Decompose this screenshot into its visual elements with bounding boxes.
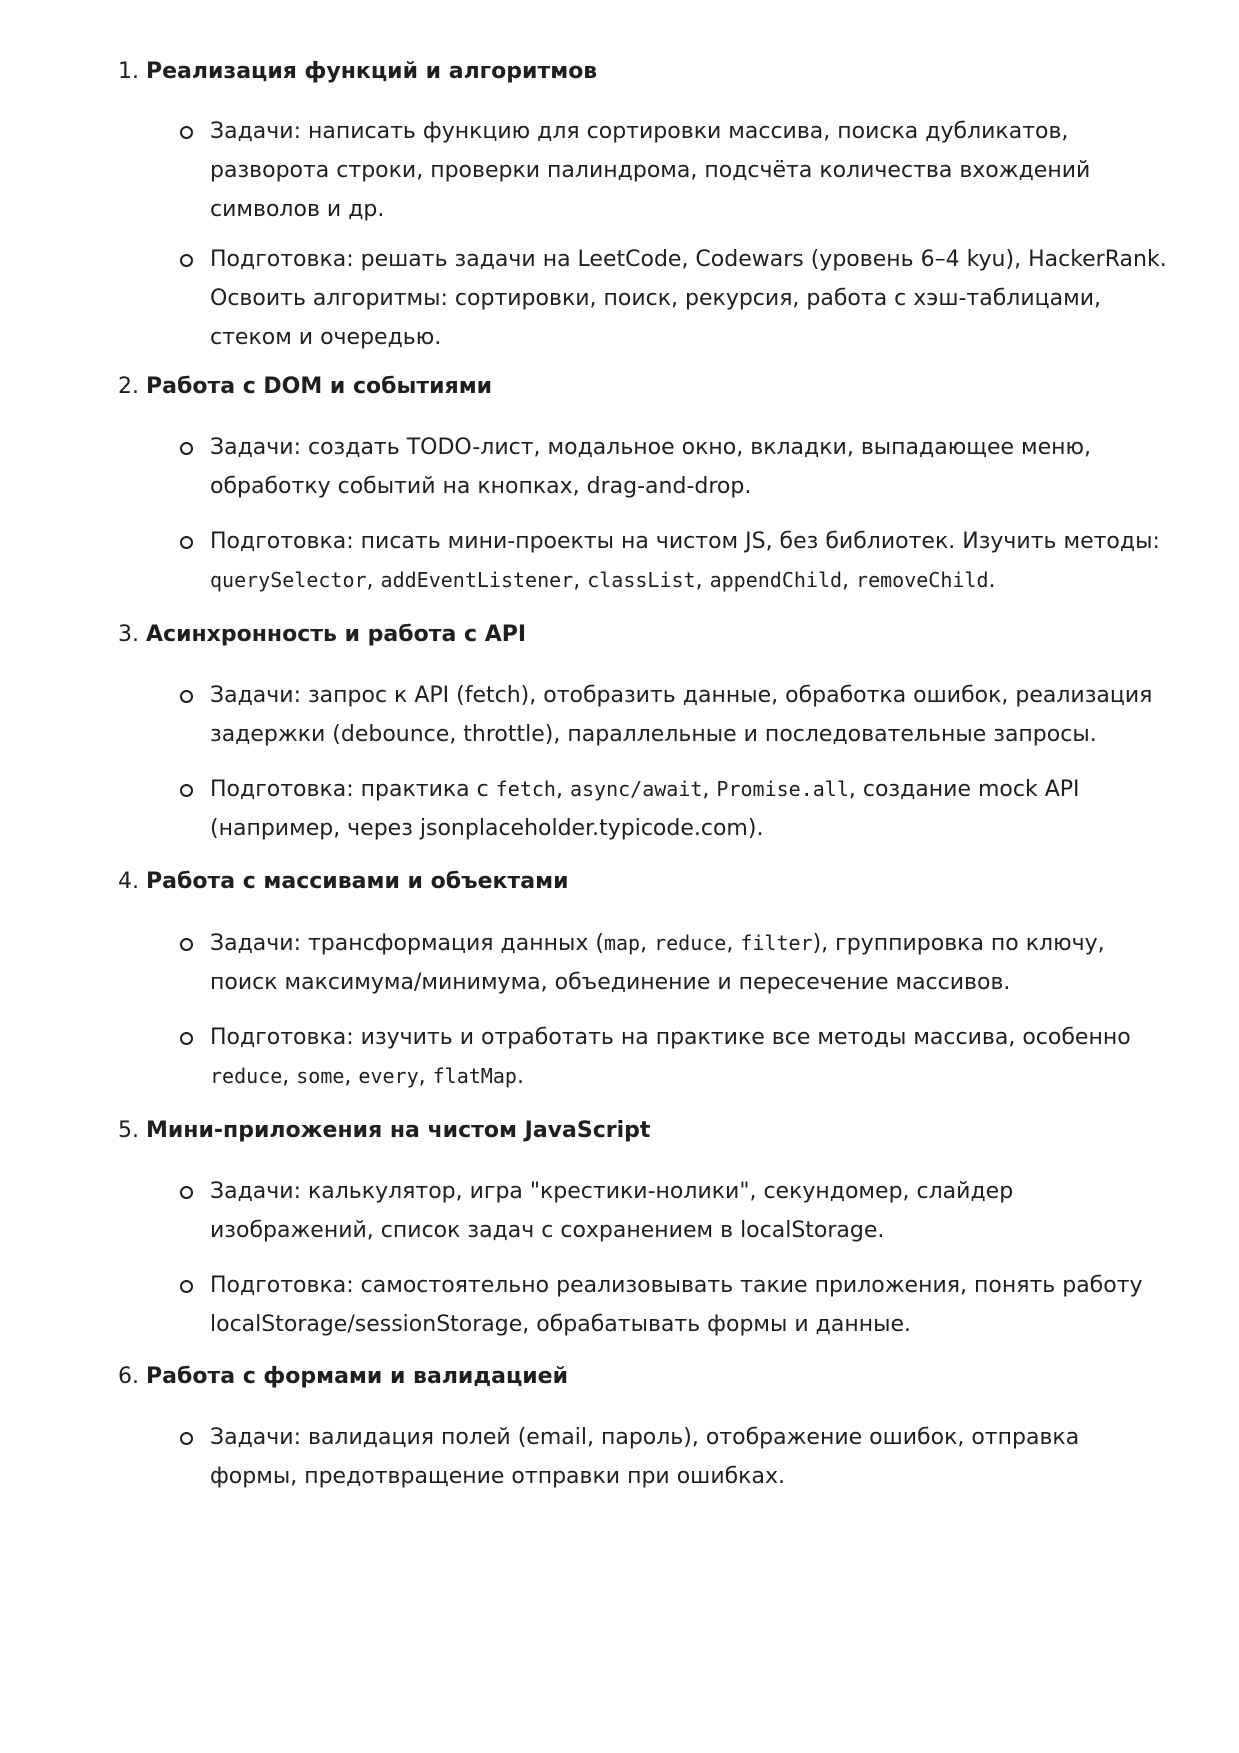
inline-code: appendChild: [709, 568, 843, 592]
text-run: ,: [344, 1064, 359, 1089]
section-heading: [118, 1116, 1158, 1146]
section-heading: [118, 57, 1158, 87]
text-run: Подготовка: самостоятельно реализовывать такие приложения, понять работу localStorage/sessionStorage, обрабатывать формы и данные.: [210, 1273, 1143, 1337]
section-2: [118, 372, 1158, 402]
list-item-text: [210, 119, 1090, 222]
inline-code: reduce: [210, 1064, 283, 1088]
inline-code: every: [358, 1064, 419, 1088]
section-title: Мини-приложения на чистом JavaScript: [146, 1118, 651, 1143]
list-item: [210, 1172, 1170, 1250]
text-run: , создание mock API (например, через jsonplaceholder.typicode.com).: [210, 777, 1080, 841]
list-item-text: [210, 1025, 1131, 1089]
list-item-text: [210, 683, 1152, 747]
text-run: ,: [702, 777, 717, 802]
section-title: Асинхронность и работа с API: [146, 622, 527, 647]
section-5: [118, 1116, 1158, 1146]
section-heading: [118, 620, 1158, 650]
list-item-text: [210, 931, 1105, 995]
text-run: ,: [695, 568, 710, 593]
section-number: 4.: [118, 869, 139, 894]
hollow-circle-bullet-icon: [180, 1432, 193, 1445]
section-title: Реализация функций и алгоритмов: [146, 59, 598, 84]
text-run: Подготовка: практика с: [210, 777, 496, 802]
inline-code: filter: [740, 931, 813, 955]
hollow-circle-bullet-icon: [180, 536, 193, 549]
list-item: [210, 1266, 1170, 1344]
text-run: .: [516, 1064, 524, 1089]
text-run: ,: [726, 931, 741, 956]
section-heading: [118, 867, 1158, 897]
hollow-circle-bullet-icon: [180, 254, 193, 267]
text-run: Задачи: создать TODO-лист, модальное окно, вкладки, выпадающее меню, обработку событий на кнопках, drag-and-drop.: [210, 435, 1092, 499]
section-number: 6.: [118, 1364, 139, 1389]
section-title: Работа с формами и валидацией: [146, 1364, 569, 1389]
list-item: [210, 1418, 1170, 1496]
inline-code: removeChild: [856, 568, 989, 592]
inline-code: reduce: [654, 931, 727, 955]
hollow-circle-bullet-icon: [180, 126, 193, 139]
hollow-circle-bullet-icon: [180, 690, 193, 703]
section-3: [118, 620, 1158, 650]
section-1: [118, 57, 1158, 87]
inline-code: flatMap: [432, 1064, 517, 1088]
list-item: [210, 240, 1170, 357]
section-number: 1.: [118, 59, 139, 84]
list-item-text: [210, 529, 1160, 593]
inline-code: querySelector: [210, 568, 367, 592]
list-item-text: [210, 777, 1080, 841]
inline-code: async/await: [569, 777, 703, 801]
list-item-text: [210, 1273, 1143, 1337]
section-number: 5.: [118, 1118, 139, 1143]
list-item: [210, 770, 1170, 848]
hollow-circle-bullet-icon: [180, 938, 193, 951]
text-run: ,: [555, 777, 570, 802]
list-item-text: [210, 247, 1167, 350]
text-run: .: [988, 568, 996, 593]
section-number: 3.: [118, 622, 139, 647]
section-4: [118, 867, 1158, 897]
text-run: ), группировка по ключу, поиск максимума/минимума, объединение и пересечение массивов.: [210, 931, 1105, 995]
list-item: [210, 676, 1170, 754]
text-run: ,: [573, 568, 588, 593]
section-heading: [118, 1362, 1158, 1392]
list-item: [210, 428, 1170, 506]
text-run: Подготовка: решать задачи на LeetCode, Codewars (уровень 6–4 kyu), HackerRank. Освоить алгоритмы: сортировки, поиск, рекурсия, работа с хэш-таблицами, стеком и очередью.: [210, 247, 1167, 350]
text-run: Подготовка: изучить и отработать на практике все методы массива, особенно: [210, 1025, 1131, 1050]
list-item-text: [210, 1179, 1013, 1243]
section-number: 2.: [118, 374, 139, 399]
text-run: Задачи: трансформация данных (: [210, 931, 604, 956]
text-run: ,: [842, 568, 857, 593]
text-run: Задачи: запрос к API (fetch), отобразить данные, обработка ошибок, реализация задержки (debounce, throttle), параллельные и последовательные запросы.: [210, 683, 1153, 747]
hollow-circle-bullet-icon: [180, 1186, 193, 1199]
text-run: ,: [640, 931, 655, 956]
inline-code: some: [296, 1064, 345, 1088]
section-title: Работа с массивами и объектами: [146, 869, 569, 894]
text-run: ,: [366, 568, 381, 593]
text-run: ,: [282, 1064, 297, 1089]
hollow-circle-bullet-icon: [180, 442, 193, 455]
hollow-circle-bullet-icon: [180, 784, 193, 797]
list-item: [210, 112, 1170, 229]
section-6: [118, 1362, 1158, 1392]
text-run: Задачи: калькулятор, игра "крестики-нолики", секундомер, слайдер изображений, список задач с сохранением в localStorage.: [210, 1179, 1014, 1243]
hollow-circle-bullet-icon: [180, 1280, 193, 1293]
text-run: ,: [418, 1064, 433, 1089]
inline-code: Promise.all: [716, 777, 849, 801]
list-item-text: [210, 1425, 1079, 1489]
hollow-circle-bullet-icon: [180, 1032, 193, 1045]
list-item: [210, 924, 1170, 1002]
inline-code: addEventListener: [380, 568, 574, 592]
text-run: Задачи: написать функцию для сортировки массива, поиска дубликатов, разворота строки, проверки палиндрома, подсчёта количества вхождений символов и др.: [210, 119, 1091, 222]
inline-code: fetch: [495, 777, 556, 801]
section-heading: [118, 372, 1158, 402]
inline-code: map: [603, 931, 641, 955]
text-run: Задачи: валидация полей (email, пароль), отображение ошибок, отправка формы, предотвращение отправки при ошибках.: [210, 1425, 1080, 1489]
inline-code: classList: [587, 568, 696, 592]
list-item: [210, 522, 1170, 600]
section-title: Работа с DOM и событиями: [146, 374, 493, 399]
list-item: [210, 1018, 1170, 1096]
list-item-text: [210, 435, 1091, 499]
text-run: Подготовка: писать мини-проекты на чистом JS, без библиотек. Изучить методы:: [210, 529, 1160, 554]
